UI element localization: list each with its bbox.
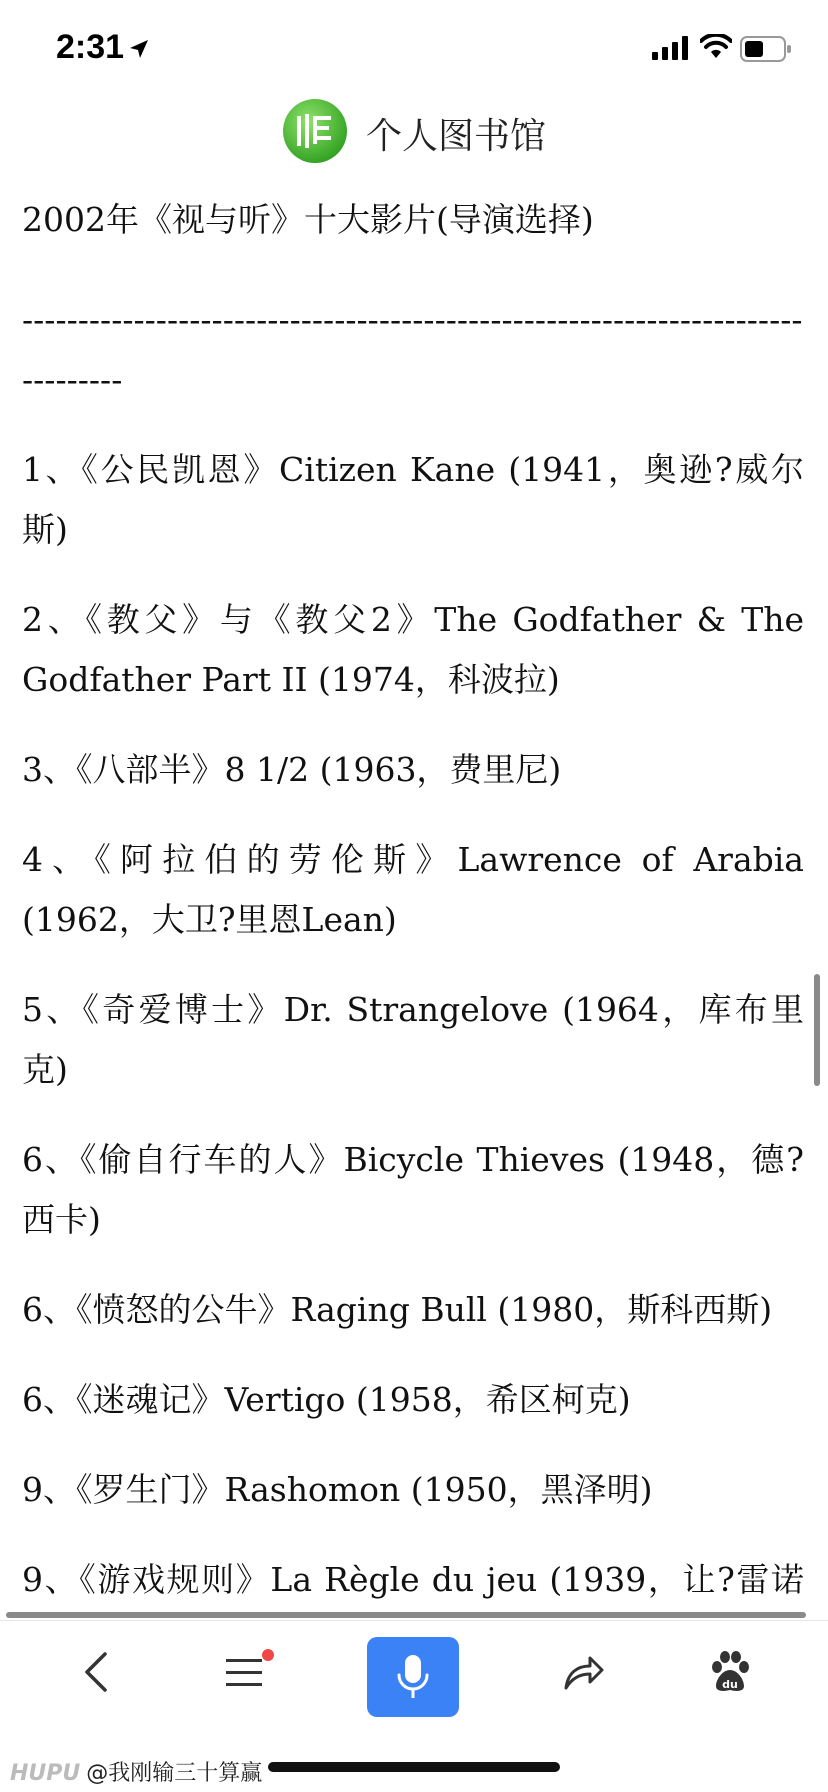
list-item: 5、《奇爱博士》Dr. Strangelove (1964，库布里克): [22, 990, 804, 1089]
watermark-brand: HUPU: [10, 1761, 81, 1786]
cellular-signal-icon: [652, 36, 690, 60]
notification-dot: [262, 1649, 274, 1661]
wifi-icon: [700, 34, 732, 60]
status-bar: [0, 0, 828, 100]
baidu-paw-icon: [708, 1650, 752, 1694]
share-icon: [562, 1652, 606, 1692]
chevron-left-icon: [81, 1650, 111, 1694]
list-item: 1、《公民凯恩》Citizen Kane (1941，奥逊?威尔斯): [22, 450, 804, 549]
list-item: 3、《八部半》8 1/2 (1963，费里尼): [22, 750, 562, 789]
bottom-toolbar: [0, 1620, 828, 1721]
status-time: 2:31: [56, 28, 125, 66]
share-button[interactable]: [544, 1637, 624, 1707]
watermark: [10, 1756, 262, 1787]
list-item: 6、《愤怒的公牛》Raging Bull (1980，斯科西斯): [22, 1290, 773, 1329]
list-item: 6、《偷自行车的人》Bicycle Thieves (1948，德?西卡): [22, 1140, 804, 1239]
menu-icon: [224, 1655, 264, 1689]
article-title: 2002年《视与听》十大影片(导演选择): [22, 200, 594, 239]
list-item: 6、《迷魂记》Vertigo (1958，希区柯克): [22, 1380, 631, 1419]
site-header: [0, 96, 828, 166]
list-item: 9、《罗生门》Rashomon (1950，黑泽明): [22, 1470, 653, 1509]
watermark-handle: @我刚输三十算赢: [86, 1761, 263, 1786]
voice-search-button[interactable]: [367, 1637, 459, 1717]
site-title: 个人图书馆: [366, 116, 547, 157]
location-arrow-icon: [128, 38, 150, 60]
svg-text:du: du: [722, 1678, 738, 1691]
page-progress-bar: [6, 1612, 806, 1618]
list-item: 9、《游戏规则》La Règle du jeu (1939，让?雷诺: [22, 1560, 804, 1599]
site-logo-icon[interactable]: [282, 98, 348, 164]
baidu-button[interactable]: [690, 1637, 770, 1707]
home-indicator[interactable]: [268, 1762, 560, 1772]
article-divider: -------------------------------------------------------------------------------: [22, 300, 803, 399]
back-button[interactable]: [56, 1637, 136, 1707]
article-content: [22, 190, 804, 1700]
menu-button[interactable]: [204, 1637, 284, 1707]
microphone-icon: [395, 1653, 431, 1701]
list-item: 4、《阿拉伯的劳伦斯》Lawrence of Arabia (1962，大卫?里恩Lean): [22, 840, 804, 939]
vertical-scrollbar[interactable]: [814, 974, 820, 1086]
list-item: 2、《教父》与《教父2》The Godfather & The Godfather Part II (1974，科波拉): [22, 600, 804, 699]
battery-icon: [740, 36, 792, 62]
